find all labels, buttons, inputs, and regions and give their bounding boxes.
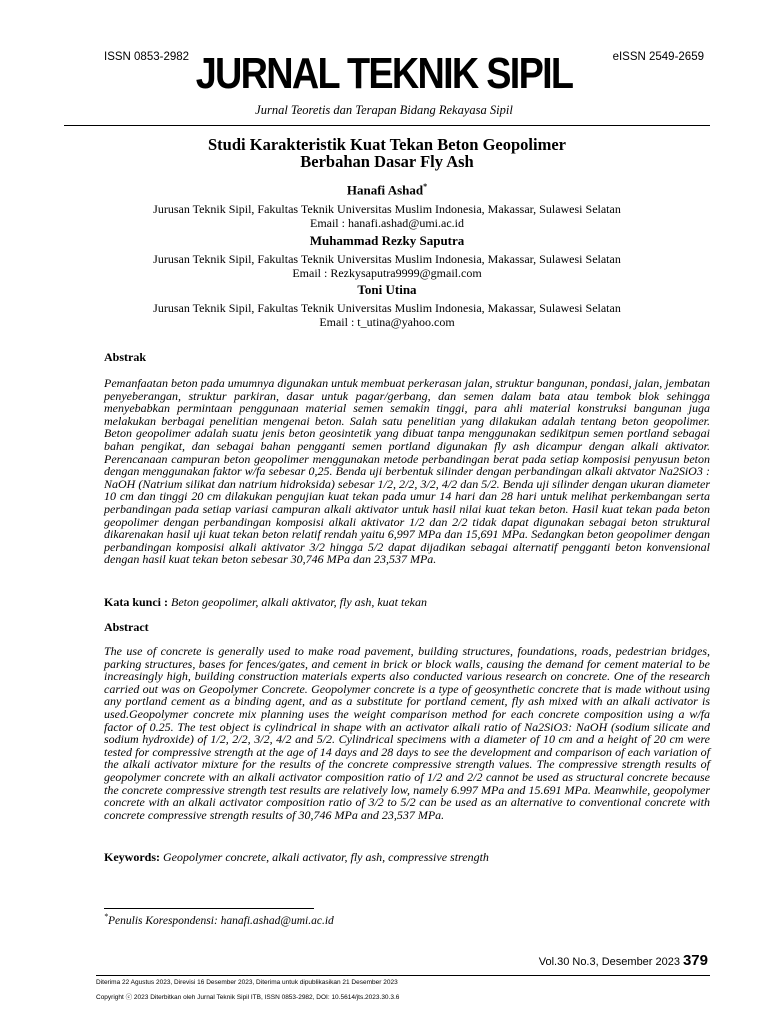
abstrak-heading: Abstrak: [104, 350, 147, 364]
article-title: [64, 136, 710, 170]
author-affiliation: Jurusan Teknik Sipil, Fakultas Teknik Universitas Muslim Indonesia, Makassar, Sulawesi Selatan: [153, 252, 621, 266]
author-email: Email : hanafi.ashad@umi.ac.id: [309, 216, 464, 231]
issn-print: ISSN 0853-2982: [104, 51, 190, 63]
footer-rule: [96, 975, 710, 976]
author-block-2: [64, 233, 710, 280]
author-name: [64, 182, 710, 198]
corresponding-mark: *: [423, 182, 428, 191]
abstract-text: The use of concrete is generally used to make road pavement, building structures, foundations, roads, pedestrian bridges, parking structures, bases for fences/gates, and cement in brick or block walls, causing the demand for cement material to be increasingly high, building construction materials experts also conducted various research on concrete. One of the research carried out was on Geopolymer Concrete. Geopolymer concrete is a type of geosynthetic concrete that is made without using any portland cement as a binding agent, and as a substitute for portland cement, fly ash mixed with an alkali activator is used.Geopolymer concrete mix planning uses the weight comparison method for each concrete composition using a w/fa factor of 0.25. The test object is cylindrical in shape with an activator alkali ratio of Na2SiO3: NaOH (sodium silicate and sodium hydroxide) of 1/2, 2/2, 3/2, 4/2 and 5/2. Cylindrical specimens with a diameter of 10 cm and a height of 20 cm were tested for compressive strength at the age of 14 days and 28 days to see the development and comparison of each variation of the alkali activator mixture for the results of the concrete compressive strength values. The compressive strength results of geopolymer concrete with an alkali activator composition ratio of 1/2 and 2/2 cannot be used as structural concrete because the concrete compressive strength test results are relatively low, namely 6.997 MPa and 15.691 MPa. Meanwhile, geopolymer concrete with an alkali activator composition ratio of 3/2 to 5/2 can be used as an alternative to conventional concrete with concrete compressive strength results of 30,746 MPa and 23,537 MPa.: [104, 644, 710, 822]
author-name-text: Hanafi Ashad: [346, 182, 424, 198]
footnote: [104, 912, 334, 927]
author-name: Toni Utina: [357, 282, 417, 297]
article-title-line2: Berbahan Dasar Fly Ash: [300, 152, 474, 171]
keywords-text: Geopolymer concrete, alkali activator, fly ash, compressive strength: [163, 850, 489, 864]
volume-info: Vol.30 No.3, Desember 2023: [538, 956, 680, 968]
kata-kunci-text: Beton geopolimer, alkali aktivator, fly ash, kuat tekan: [171, 595, 427, 609]
footnote-rule: [104, 908, 314, 909]
footnote-mark: *: [104, 912, 108, 921]
journal-subtitle: Jurnal Teoretis dan Terapan Bidang Rekayasa Sipil: [255, 103, 513, 117]
issn-electronic: eISSN 2549-2659: [612, 51, 704, 63]
page-number: 379: [682, 952, 708, 969]
keywords-label: Keywords:: [104, 850, 160, 864]
header-rule: [64, 125, 710, 126]
article-dates: Diterima 22 Agustus 2023, Direvisi 16 Desember 2023, Diterima untuk dipublikasikan 21 Desember 2023: [96, 979, 398, 986]
abstract-heading: Abstract: [104, 620, 149, 634]
kata-kunci: [104, 596, 710, 609]
author-block-1: [64, 182, 710, 230]
author-affiliation: Jurusan Teknik Sipil, Fakultas Teknik Universitas Muslim Indonesia, Makassar, Sulawesi Selatan: [153, 301, 621, 315]
footnote-text: Penulis Korespondensi: hanafi.ashad@umi.ac.id: [108, 914, 334, 927]
author-email: Email : Rezkysaputra9999@gmail.com: [292, 266, 482, 280]
keywords: [104, 851, 710, 864]
author-email: Email : t_utina@yahoo.com: [319, 315, 455, 329]
kata-kunci-label: Kata kunci :: [104, 595, 169, 609]
copyright-line: Copyright ⓒ 2023 Diterbitkan oleh Jurnal Teknik Sipil ITB, ISSN 0853-2982, DOI: 10.5614/jts.2023.30.3.6: [96, 994, 400, 1001]
author-affiliation: Jurusan Teknik Sipil, Fakultas Teknik Universitas Muslim Indonesia, Makassar, Sulawesi Selatan: [153, 202, 621, 217]
author-block-3: [64, 282, 710, 329]
abstrak-text: Pemanfaatan beton pada umumnya digunakan untuk membuat perkerasan jalan, struktur bangunan, pondasi, jalan, jembatan penyeberangan, struktur parkiran, dasar untuk pagar/gerbang, dan semen dalam bata atau tembok blok sehingga menyebabkan permintaan penggunaan material semen semakin tinggi, para ahli material konstruksi bangunan juga melakukan berbagai penelitian mengenai beton. Salah satu penelitian yang dilakukan adalah tentang beton geopolimer. Beton geopolimer adalah suatu jenis beton geosintetik yang dibuat tanpa menggunakan sedikitpun semen portland sebagai bahan pengikat, dan sebagai bahan pengganti semen portland digunakan fly ash dicampur dengan alkali aktivator. Perencanaan campuran beton geopolimer menggunakan metode perbandingan berat pada setiap komposisi penyusun beton dengan menggunakan faktor w/fa sebesar 0,25. Benda uji berbentuk silinder dengan perbandingan alkali aktvator Na2SiO3 : NaOH (Natrium silikat dan natrium hidroksida) sebesar 1/2, 2/2, 3/2, 4/2 dan 5/2. Benda uji silinder dengan ukuran diameter 10 cm dan tinggi 20 cm dilakukan pengujian kuat tekan pada umur 14 hari dan 28 hari untuk melihat perkembangan serta perbandingan pada setiap variasi campuran alkali aktivator untuk hasil nilai kuat tekan beton. Hasil kuat tekan pada beton geopolimer dengan perbandingan komposisi alkali aktivator 1/2 dan 2/2 tidak dapat digunakan sebagai beton struktural dikarenakan hasil uji kuat tekan beton relatif rendah yaitu 6,997 MPa dan 15,691 MPa. Sedangkan beton geopolimer dengan perbandingan komposisi alkali aktivator 3/2 hingga 5/2 dapat dijadikan sebagai alternatif pengganti beton konvensional dengan hasil kuat tekan beton sebesar 30,746 MPa dan 23,537 MPa.: [104, 376, 710, 567]
article-title-line1: Studi Karakteristik Kuat Tekan Beton Geopolimer: [208, 135, 566, 154]
journal-title: JURNAL TEKNIK SIPIL: [195, 49, 573, 98]
author-name: Muhammad Rezky Saputra: [309, 233, 465, 248]
